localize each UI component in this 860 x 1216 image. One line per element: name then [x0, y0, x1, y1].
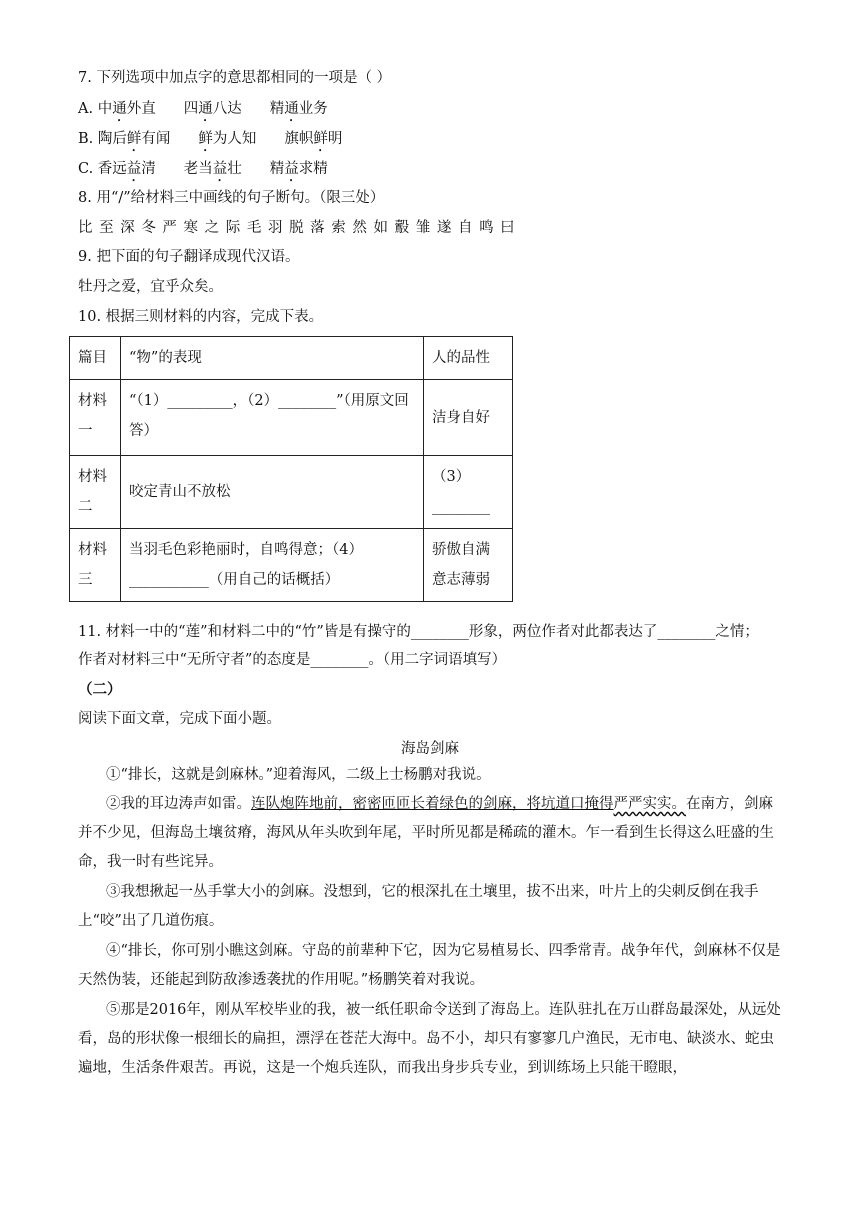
paragraph-4: ④“排长，你可别小瞧这剑麻。守岛的前辈种下它，因为它易植易长、四季常青。战争年代，剑麻林不仅是天然伪装，还能起到防敌渗透袭扰的作用呢。”杨鹏笑着对我说。 [78, 943, 781, 988]
table-header-cell: 人的品性 [424, 337, 513, 380]
q8-stem: 8. 用“/”给材料三中画线的句子断句。（限三处） [78, 190, 385, 206]
paragraph-2: ②我的耳边涛声如雷。连队炮阵地前，密密匝匝长着绿色的剑麻，将坑道口掩得严严实实。在南方，剑麻并不少见，但海岛土壤贫瘠，海风从年头吹到年尾，平时所见都是稀疏的灌木。乍一看到生长得这么旺盛的生命，我一时有些诧异。 [78, 796, 774, 870]
q11-line1[interactable]: 11. 材料一中的“莲”和材料二中的“竹”皆是有操守的________形象，两位作者对此都表达了________之情； [78, 624, 759, 640]
q9-text: 牡丹之爱，宜乎众矣。 [78, 279, 223, 295]
table-row [70, 456, 513, 529]
option-label: B. [78, 131, 98, 147]
q10-table [69, 336, 513, 602]
table-header-cell: “物”的表现 [121, 337, 424, 380]
table-row [70, 380, 513, 456]
table-cell[interactable]: （3）________ [424, 456, 513, 529]
q8-text: 比 至 深 冬 严 寒 之 际 毛 羽 脱 落 索 然 如 鷇 雏 遂 自 鸣 曰 [78, 220, 516, 236]
section-heading: （二） [78, 681, 122, 698]
q10-stem: 10. 根据三则材料的内容，完成下表。 [78, 309, 324, 325]
table-cell: 材料三 [70, 529, 121, 602]
q7-option-a[interactable]: A. 中通外直 四通八达 精通业务 [78, 101, 328, 117]
table-cell: 骄傲自满意志薄弱 [424, 529, 513, 602]
table-cell[interactable]: 当羽毛色彩艳丽时，自鸣得意；（4）___________（用自己的话概括） [121, 529, 424, 602]
table-header-row [70, 337, 513, 380]
section-intro: 阅读下面文章，完成下面小题。 [78, 711, 281, 727]
q9-stem: 9. 把下面的句子翻译成现代汉语。 [78, 249, 300, 265]
table-cell: 材料二 [70, 456, 121, 529]
q11-line2[interactable]: 作者对材料三中“无所守者”的态度是________。（用二字词语填写） [78, 652, 507, 668]
table-cell[interactable]: “（1）_________，（2）________”（用原文回答） [121, 380, 424, 456]
q7-option-b[interactable]: B. 陶后鲜有闻 鲜为人知 旗帜鲜明 [78, 131, 343, 147]
q7-option-c[interactable]: C. 香远益清 老当益壮 精益求精 [78, 161, 328, 177]
option-label: C. [78, 161, 98, 177]
article-title: 海岛剑麻 [401, 741, 459, 757]
option-label: A. [78, 101, 98, 117]
table-row [70, 529, 513, 602]
table-cell: 咬定青山不放松 [121, 456, 424, 529]
table-header-cell: 篇目 [70, 337, 121, 380]
paragraph-5: ⑤那是2016年，刚从军校毕业的我，被一纸任职命令送到了海岛上。连队驻扎在万山群岛最深处，从远处看，岛的形状像一根细长的扁担，漂浮在苍茫大海中。岛不小，却只有寥寥几户渔民，无市电、缺淡水、蛇虫遍地，生活条件艰苦。再说，这是一个炮兵连队，而我出身步兵专业，到训练场上只能干瞪眼， [78, 1002, 781, 1076]
table-cell: 材料一 [70, 380, 121, 456]
underlined-sentence: 连队炮阵地前，密密匝匝长着绿色的剑麻，将坑道口掩得 [251, 796, 614, 812]
dotted-phrase: 严严实实。 [613, 796, 686, 812]
table-cell: 洁身自好 [424, 380, 513, 456]
paragraph-3: ③我想揪起一丛手掌大小的剑麻。没想到，它的根深扎在土壤里，拔不出来，叶片上的尖刺反倒在我手上“咬”出了几道伤痕。 [78, 884, 759, 929]
q7-stem: 7. 下列选项中加点字的意思都相同的一项是（ ） [78, 70, 392, 86]
paragraph-1: ①“排长，这就是剑麻林。”迎着海风，二级上士杨鹏对我说。 [106, 767, 491, 783]
